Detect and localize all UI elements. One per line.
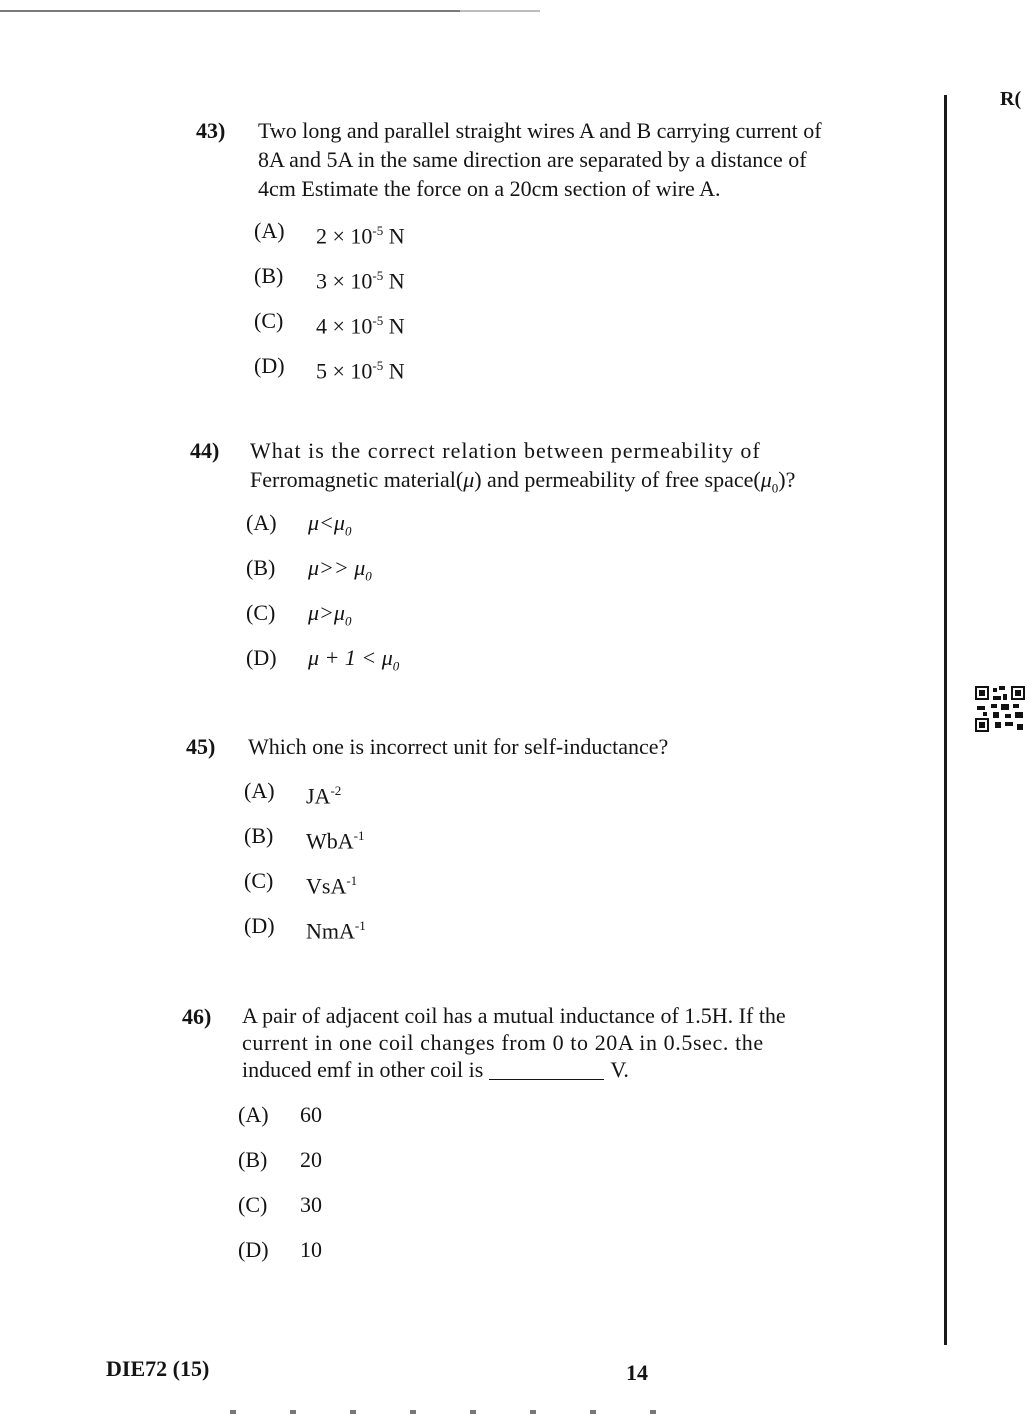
option-label: (A)	[246, 510, 277, 535]
option-label: (D)	[246, 645, 277, 670]
option-d[interactable]	[244, 911, 366, 956]
question-text	[248, 732, 668, 761]
question-line: Ferromagnetic material(μ) and permeability of free $space(\mu_0)$?	[250, 467, 796, 496]
option-d[interactable]	[254, 351, 405, 396]
option-value: VsA$^{-1}$	[306, 873, 358, 899]
question-44	[190, 436, 940, 686]
option-d[interactable]	[246, 643, 399, 688]
question-line: Two long and parallel straight wires A and B carrying current of	[258, 118, 822, 143]
margin-rule	[944, 95, 947, 1345]
option-label: (C)	[254, 308, 284, 333]
option-d[interactable]	[238, 1235, 322, 1280]
option-value: 20	[300, 1147, 322, 1172]
question-line: Which one is incorrect unit for self-inductance?	[248, 734, 669, 759]
question-line: induced emf in other coil is V.	[242, 1057, 629, 1082]
option-b[interactable]	[244, 821, 366, 866]
option-list	[254, 216, 405, 396]
booklet-code: DIE72 (15)	[106, 1356, 210, 1381]
option-value: $\mu + 1 < \mu_0$	[308, 645, 400, 674]
question-line: 8A and 5A in the same direction are separated by a distance of	[258, 147, 807, 172]
option-a[interactable]	[246, 508, 399, 553]
question-text	[258, 116, 822, 203]
option-value: NmA$^{-1}$	[306, 918, 366, 944]
question-number: 45)	[186, 734, 216, 759]
question-text	[250, 436, 795, 502]
option-value: $3 \times 10^{-5}$ N	[316, 268, 405, 294]
option-label: (A)	[244, 778, 275, 803]
option-list	[238, 1100, 322, 1280]
option-c[interactable]	[238, 1190, 322, 1235]
qr-code-icon	[975, 686, 1025, 732]
option-label: (A)	[238, 1102, 269, 1127]
question-line: 4cm Estimate the force on a 20cm section of wire A.	[258, 176, 721, 201]
option-b[interactable]	[238, 1145, 322, 1190]
page-number: 14	[626, 1360, 648, 1385]
option-value: 10	[300, 1237, 322, 1262]
option-b[interactable]	[254, 261, 405, 306]
option-a[interactable]	[254, 216, 405, 261]
option-label: (B)	[238, 1147, 268, 1172]
option-b[interactable]	[246, 553, 399, 598]
option-label: (A)	[254, 218, 285, 243]
option-a[interactable]	[244, 776, 366, 821]
option-label: (B)	[246, 555, 276, 580]
question-number: 46)	[182, 1004, 212, 1029]
option-label: (B)	[254, 263, 284, 288]
option-value: $\mu<\mu_0$	[308, 510, 352, 539]
option-label: (C)	[244, 868, 274, 893]
option-value: $JA^{-2}$	[306, 783, 342, 809]
option-value: $4 \times 10^{-5}$ N	[316, 313, 405, 339]
option-value: $5 \times 10^{-5}$ N	[316, 358, 405, 384]
question-45	[186, 732, 926, 942]
option-c[interactable]	[254, 306, 405, 351]
question-number: 43)	[196, 118, 226, 143]
option-c[interactable]	[246, 598, 399, 643]
option-label: (B)	[244, 823, 274, 848]
question-46	[182, 1002, 932, 1272]
option-label: (D)	[238, 1237, 269, 1262]
question-number: 44)	[190, 438, 220, 463]
option-value: 30	[300, 1192, 322, 1217]
option-label: (C)	[238, 1192, 268, 1217]
option-list	[244, 776, 366, 956]
option-label: (C)	[246, 600, 276, 625]
option-value: $\mu>> \mu_0$	[308, 555, 372, 584]
question-line: A pair of adjacent coil has a mutual inductance of 1.5H. If the	[242, 1003, 786, 1028]
option-c[interactable]	[244, 866, 366, 911]
question-line: What is the correct relation between permeability of	[250, 438, 761, 463]
option-list	[246, 508, 399, 688]
top-rule-faint	[460, 10, 540, 12]
top-rule	[0, 10, 540, 12]
question-text	[242, 1002, 786, 1083]
option-value: $\mu>\mu_0$	[308, 600, 352, 629]
answer-blank[interactable]	[489, 1079, 604, 1080]
option-a[interactable]	[238, 1100, 322, 1145]
option-label: (D)	[254, 353, 285, 378]
option-value: 60	[300, 1102, 322, 1127]
question-line: current in one coil changes from 0 to 20A in 0.5sec. the	[242, 1030, 764, 1055]
option-value: WbA$^{-1}$	[306, 828, 365, 854]
edge-text: R(	[1000, 88, 1022, 110]
option-value: $2 \times 10^{-5}$ N	[316, 223, 405, 249]
question-43	[196, 116, 936, 396]
bottom-scan-artifact	[230, 1410, 700, 1414]
option-label: (D)	[244, 913, 275, 938]
